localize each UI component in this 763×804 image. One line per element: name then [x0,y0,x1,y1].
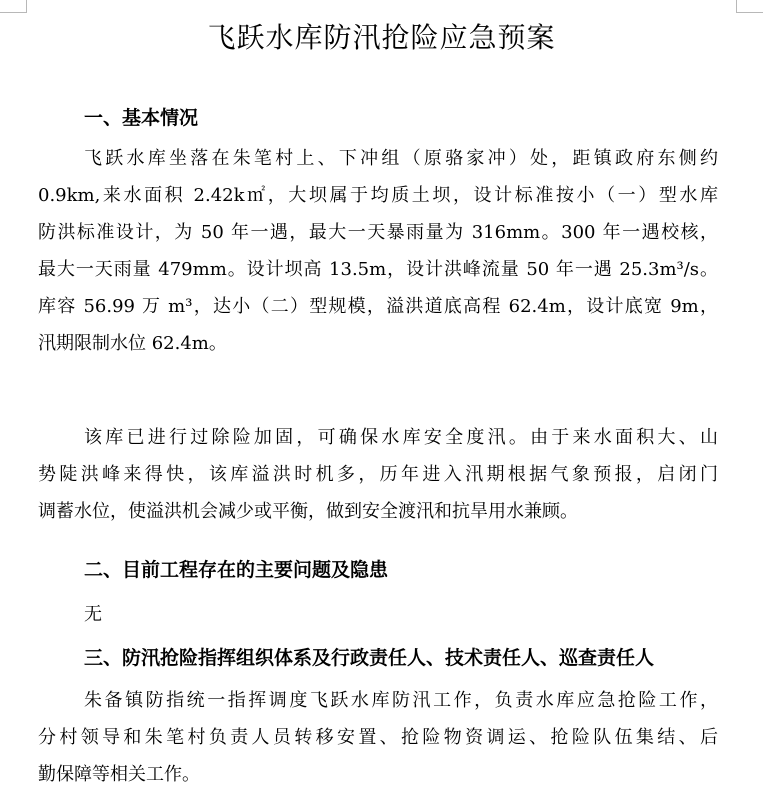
text-line: 0.9km,来水面积 2.42k㎡，大坝属于均质土坝，设计标准按小（一）型水库 [38,185,718,206]
section-heading-issues: 二、目前工程存在的主要问题及隐患 [84,559,389,581]
paragraph-organization [38,682,718,793]
page-corner-mark-right [736,0,763,13]
text-line: 汛期限制水位 62.4m。 [38,333,227,354]
page-corner-mark-left [0,0,27,13]
document-title: 飞跃水库防汛抢险应急预案 [207,21,556,54]
paragraph-basic-info-1 [38,140,718,362]
text-line: 最大一天雨量 479mm。设计坝高 13.5m，设计洪峰流量 50 年一遇 25.3m³/s。 [38,259,718,280]
paragraph-basic-info-2 [38,419,718,530]
section-heading-organization: 三、防汛抢险指挥组织体系及行政责任人、技术责任人、巡查责任人 [84,647,655,669]
text-line: 分村领导和朱笔村负责人员转移安置、抢险物资调运、抢险队伍集结、后 [38,727,718,748]
text-line: 勤保障等相关工作。 [38,764,200,785]
text-line: 势陡洪峰来得快，该库溢洪时机多，历年进入汛期根据气象预报，启闭门 [38,464,718,485]
section-heading-basic-info: 一、基本情况 [84,107,199,129]
paragraph-issues [38,596,718,633]
text-line: 调蓄水位，使溢洪机会减少或平衡，做到安全渡汛和抗旱用水兼顾。 [38,501,578,522]
text-line: 防洪标准设计，为 50 年一遇，最大一天暴雨量为 316mm。300 年一遇校核， [38,222,718,243]
text-line: 飞跃水库坐落在朱笔村上、下冲组（原骆家冲）处，距镇政府东侧约 [84,148,718,169]
text-line: 该库已进行过除险加固，可确保水库安全度汛。由于来水面积大、山 [84,427,718,448]
text-line: 无 [84,604,102,625]
text-line: 朱备镇防指统一指挥调度飞跃水库防汛工作，负责水库应急抢险工作， [84,690,718,711]
text-line: 库容 56.99 万 m³，达小（二）型规模，溢洪道底高程 62.4m，设计底宽 9m， [38,296,718,317]
